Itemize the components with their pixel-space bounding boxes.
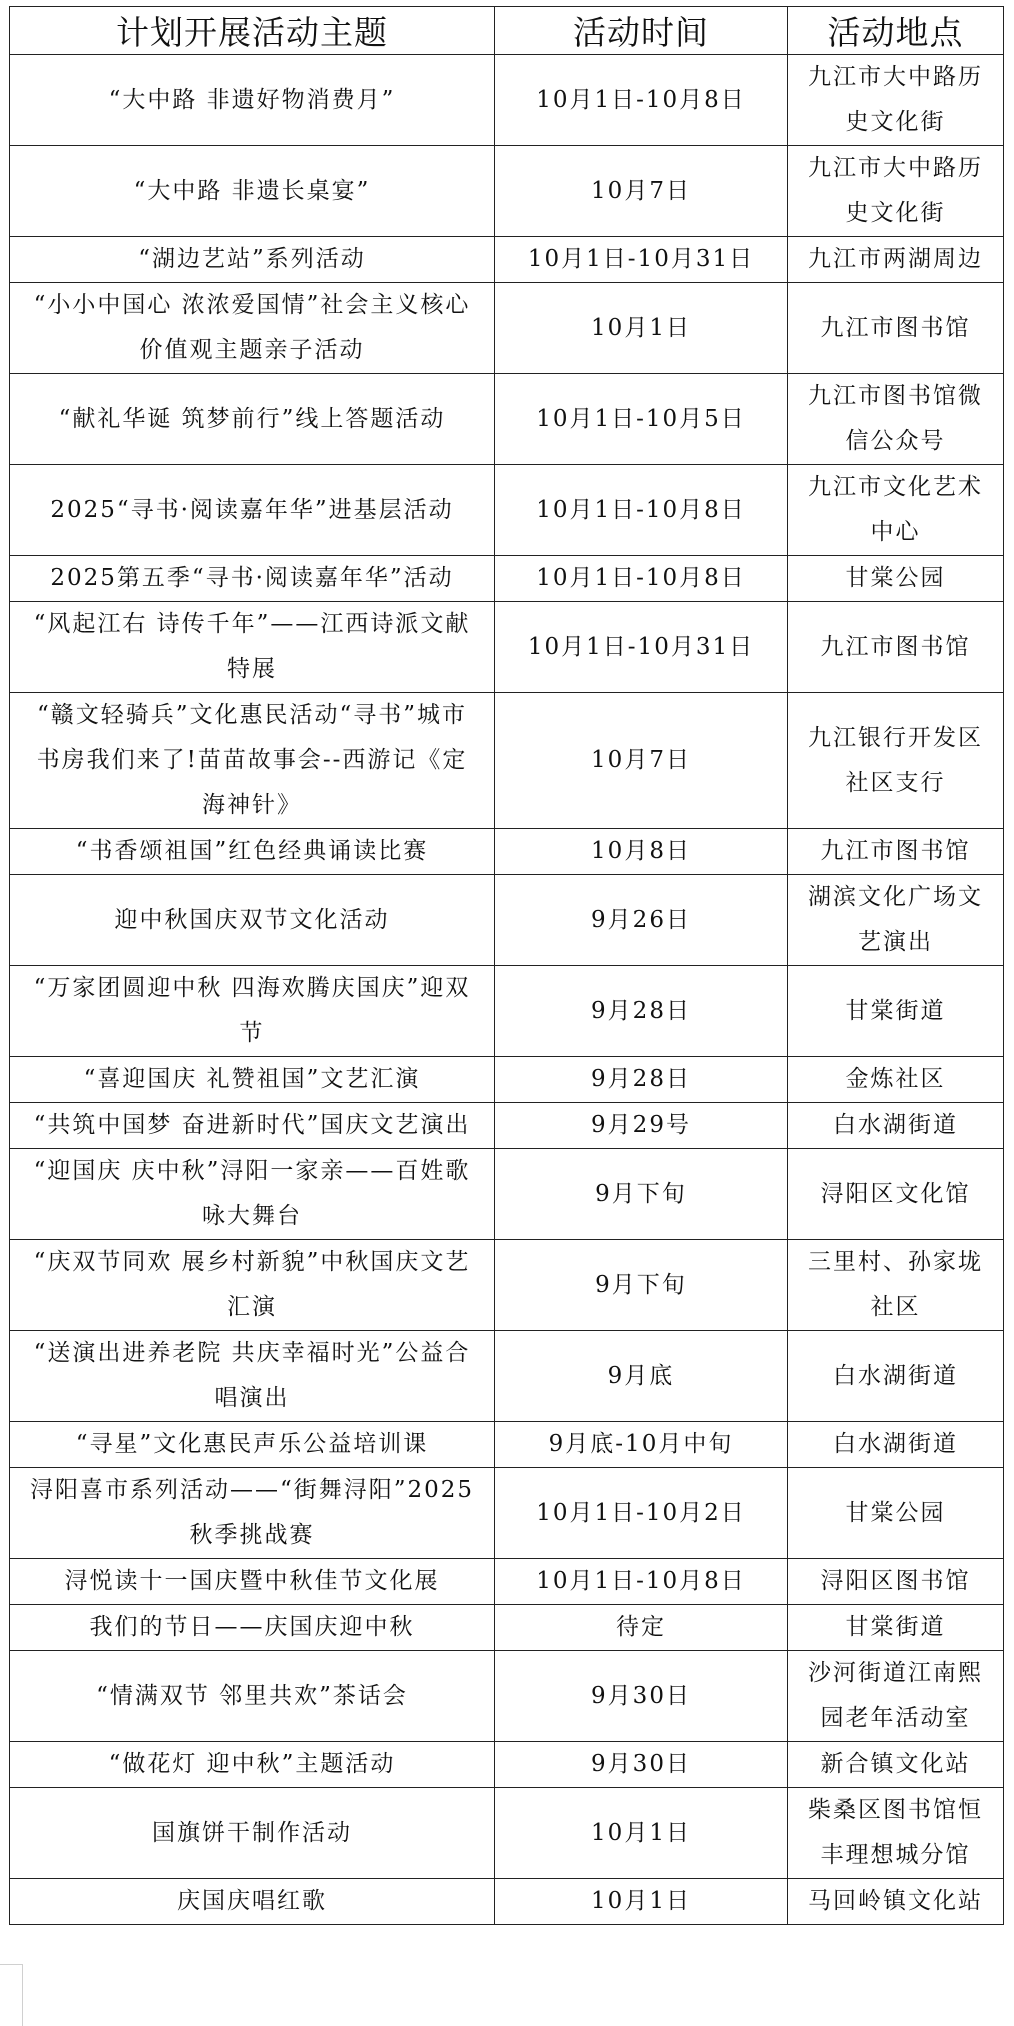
activity-place: 九江市大中路历史文化街 [788, 55, 1004, 146]
activity-place: 甘棠街道 [788, 966, 1004, 1057]
activity-topic: “共筑中国梦 奋进新时代”国庆文艺演出 [10, 1103, 495, 1149]
table-row [10, 1240, 1004, 1331]
activity-time: 9月28日 [495, 966, 788, 1057]
activity-topic: “小小中国心 浓浓爱国情”社会主义核心价值观主题亲子活动 [10, 283, 495, 374]
activity-time: 10月1日-10月31日 [495, 237, 788, 283]
activity-place: 浔阳区图书馆 [788, 1559, 1004, 1605]
activity-topic: “大中路 非遗好物消费月” [10, 55, 495, 146]
activity-place: 柴桑区图书馆恒丰理想城分馆 [788, 1788, 1004, 1879]
activity-time: 10月1日-10月5日 [495, 374, 788, 465]
activity-place: 九江市图书馆 [788, 283, 1004, 374]
table-row [10, 237, 1004, 283]
table-row [10, 693, 1004, 829]
table-row [10, 465, 1004, 556]
table-row [10, 283, 1004, 374]
activity-topic: “万家团圆迎中秋 四海欢腾庆国庆”迎双节 [10, 966, 495, 1057]
activity-topic: 浔阳喜市系列活动——“街舞浔阳”2025秋季挑战赛 [10, 1468, 495, 1559]
activity-topic: “献礼华诞 筑梦前行”线上答题活动 [10, 374, 495, 465]
activity-topic: 2025“寻书·阅读嘉年华”进基层活动 [10, 465, 495, 556]
activity-topic: “寻星”文化惠民声乐公益培训课 [10, 1422, 495, 1468]
activity-topic: “喜迎国庆 礼赞祖国”文艺汇演 [10, 1057, 495, 1103]
activity-place: 九江市两湖周边 [788, 237, 1004, 283]
activity-topic: 浔悦读十一国庆暨中秋佳节文化展 [10, 1559, 495, 1605]
activity-place: 新合镇文化站 [788, 1742, 1004, 1788]
activity-topic: “做花灯 迎中秋”主题活动 [10, 1742, 495, 1788]
table-row [10, 1605, 1004, 1651]
table-body [10, 55, 1004, 1925]
activity-topic: “迎国庆 庆中秋”浔阳一家亲——百姓歌咏大舞台 [10, 1149, 495, 1240]
activity-topic: “赣文轻骑兵”文化惠民活动“寻书”城市书房我们来了!苗苗故事会--西游记《定海神针》 [10, 693, 495, 829]
table-row [10, 1057, 1004, 1103]
activity-topic: “大中路 非遗长桌宴” [10, 146, 495, 237]
table-row [10, 829, 1004, 875]
activity-place: 湖滨文化广场文艺演出 [788, 875, 1004, 966]
table-row [10, 1879, 1004, 1925]
table-row [10, 374, 1004, 465]
activity-time: 待定 [495, 1605, 788, 1651]
activity-place: 浔阳区文化馆 [788, 1149, 1004, 1240]
activity-topic: 迎中秋国庆双节文化活动 [10, 875, 495, 966]
activity-place: 甘棠公园 [788, 556, 1004, 602]
activity-place: 九江市文化艺术中心 [788, 465, 1004, 556]
table-row [10, 1422, 1004, 1468]
activity-time: 10月1日-10月8日 [495, 556, 788, 602]
activity-place: 九江市图书馆 [788, 829, 1004, 875]
activity-time: 10月1日 [495, 1879, 788, 1925]
activity-table-container [9, 6, 1003, 1925]
activity-time: 9月底-10月中旬 [495, 1422, 788, 1468]
activity-time: 10月1日-10月31日 [495, 602, 788, 693]
activity-topic: 国旗饼干制作活动 [10, 1788, 495, 1879]
activity-place: 九江市大中路历史文化街 [788, 146, 1004, 237]
table-row [10, 556, 1004, 602]
activity-topic: “送演出进养老院 共庆幸福时光”公益合唱演出 [10, 1331, 495, 1422]
table-row [10, 55, 1004, 146]
activity-topic: “风起江右 诗传千年”——江西诗派文献特展 [10, 602, 495, 693]
activity-topic: 2025第五季“寻书·阅读嘉年华”活动 [10, 556, 495, 602]
header-topic: 计划开展活动主题 [10, 7, 495, 55]
activity-place: 甘棠公园 [788, 1468, 1004, 1559]
activity-time: 9月28日 [495, 1057, 788, 1103]
activity-time: 9月29号 [495, 1103, 788, 1149]
activity-topic: “书香颂祖国”红色经典诵读比赛 [10, 829, 495, 875]
activity-place: 金炼社区 [788, 1057, 1004, 1103]
table-row [10, 602, 1004, 693]
activity-place: 白水湖街道 [788, 1422, 1004, 1468]
activity-time: 9月26日 [495, 875, 788, 966]
activity-topic: “情满双节 邻里共欢”茶话会 [10, 1651, 495, 1742]
activity-place: 沙河街道江南熙园老年活动室 [788, 1651, 1004, 1742]
activity-time: 9月底 [495, 1331, 788, 1422]
activity-time: 10月1日 [495, 1788, 788, 1879]
activity-time: 10月7日 [495, 146, 788, 237]
table-row [10, 1788, 1004, 1879]
activity-topic: 庆国庆唱红歌 [10, 1879, 495, 1925]
activity-time: 9月30日 [495, 1742, 788, 1788]
activity-place: 白水湖街道 [788, 1103, 1004, 1149]
activity-time: 10月1日-10月8日 [495, 55, 788, 146]
activity-table [9, 6, 1004, 1925]
activity-topic: “湖边艺站”系列活动 [10, 237, 495, 283]
activity-place: 甘棠街道 [788, 1605, 1004, 1651]
table-row [10, 1742, 1004, 1788]
activity-place: 九江市图书馆 [788, 602, 1004, 693]
activity-time: 9月下旬 [495, 1240, 788, 1331]
activity-time: 9月30日 [495, 1651, 788, 1742]
activity-time: 10月1日-10月8日 [495, 465, 788, 556]
table-row [10, 966, 1004, 1057]
table-row [10, 1149, 1004, 1240]
table-header-row [10, 7, 1004, 55]
activity-place: 九江市图书馆微信公众号 [788, 374, 1004, 465]
table-row [10, 1468, 1004, 1559]
activity-topic: “庆双节同欢 展乡村新貌”中秋国庆文艺汇演 [10, 1240, 495, 1331]
activity-place: 三里村、孙家垅社区 [788, 1240, 1004, 1331]
activity-time: 10月7日 [495, 693, 788, 829]
table-row [10, 1103, 1004, 1149]
activity-time: 10月1日-10月8日 [495, 1559, 788, 1605]
header-place: 活动地点 [788, 7, 1004, 55]
activity-time: 10月8日 [495, 829, 788, 875]
table-row [10, 146, 1004, 237]
activity-place: 白水湖街道 [788, 1331, 1004, 1422]
activity-time: 10月1日-10月2日 [495, 1468, 788, 1559]
header-time: 活动时间 [495, 7, 788, 55]
page-corner-mark [0, 1964, 23, 2026]
table-row [10, 875, 1004, 966]
table-row [10, 1651, 1004, 1742]
activity-topic: 我们的节日——庆国庆迎中秋 [10, 1605, 495, 1651]
activity-time: 10月1日 [495, 283, 788, 374]
table-row [10, 1559, 1004, 1605]
table-row [10, 1331, 1004, 1422]
activity-place: 九江银行开发区社区支行 [788, 693, 1004, 829]
activity-place: 马回岭镇文化站 [788, 1879, 1004, 1925]
activity-time: 9月下旬 [495, 1149, 788, 1240]
